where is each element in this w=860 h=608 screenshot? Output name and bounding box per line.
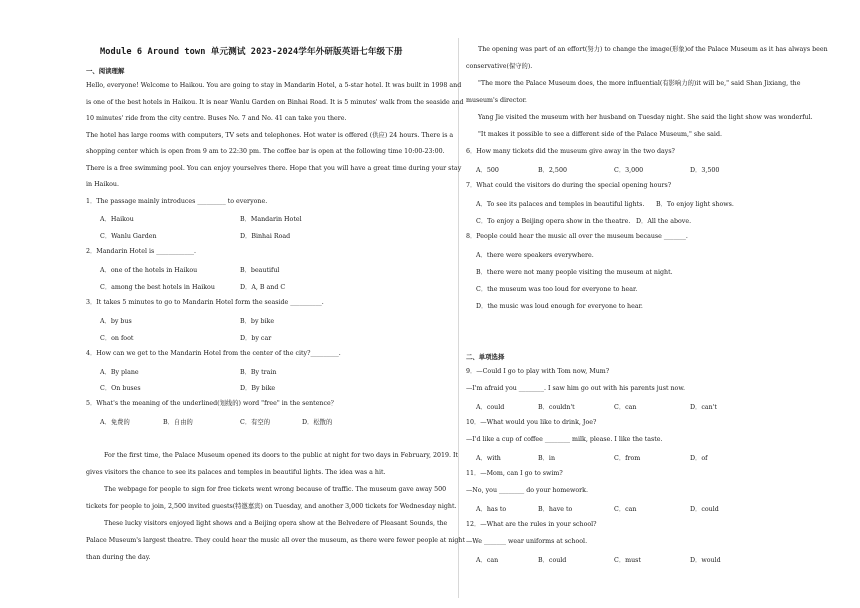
- passage-line: 10 minutes' ride from the city centre. Buses No. 7 and No. 41 can take you there.: [86, 115, 347, 122]
- option-a[interactable]: A．Haikou: [100, 216, 134, 223]
- option-a[interactable]: A．one of the hotels in Haikou: [100, 267, 198, 274]
- section-heading-reading: 一、阅读理解: [86, 67, 125, 75]
- option-a[interactable]: A．To see its palaces and temples in beautiful lights.: [476, 201, 645, 208]
- question-11-reply: —No, you ________ do your homework.: [466, 487, 588, 494]
- question-2: 2．Mandarin Hotel is ____________.: [86, 248, 197, 255]
- option-a[interactable]: A．can: [476, 557, 499, 564]
- question-6: 6．How many tickets did the museum give away in the two days?: [466, 148, 675, 155]
- passage-line: in Haikou.: [86, 181, 119, 188]
- section-heading-single-choice: 二、单项选择: [466, 353, 505, 361]
- passage-line: "It makes it possible to see a different side of the Palace Museum," she said.: [478, 131, 722, 138]
- passage-line: shopping center which is open from 9 am to 22:30 pm. The coffee bar is open at the following time 10:00-23:00.: [86, 148, 445, 155]
- option-d[interactable]: D．could: [690, 506, 719, 513]
- option-d[interactable]: D．Binhai Road: [240, 233, 291, 240]
- option-b[interactable]: B．By train: [240, 369, 277, 376]
- option-d[interactable]: D．A, B and C: [240, 284, 286, 291]
- option-a[interactable]: A．with: [476, 455, 501, 462]
- option-b[interactable]: B．there were not many people visiting the museum at night.: [476, 269, 673, 276]
- option-d[interactable]: D．All the above.: [636, 218, 692, 225]
- question-10-reply: —I'd like a cup of coffee ________ milk, please. I like the taste.: [466, 436, 663, 443]
- option-a[interactable]: A．has to: [476, 506, 507, 513]
- option-d[interactable]: D．by car: [240, 335, 272, 342]
- option-b[interactable]: B．could: [538, 557, 567, 564]
- option-b[interactable]: B．2,500: [538, 167, 567, 174]
- question-12: 12．—What are the rules in your school?: [466, 521, 597, 528]
- option-a[interactable]: A．500: [476, 167, 499, 174]
- option-b[interactable]: B．To enjoy light shows.: [656, 201, 734, 208]
- passage-line: "The more the Palace Museum does, the more influential(有影响力的)it will be," said Shan Jixiang, the: [478, 80, 801, 87]
- option-c[interactable]: C．3,000: [614, 167, 644, 174]
- option-d[interactable]: D．would: [690, 557, 721, 564]
- option-c[interactable]: C．Wanlu Garden: [100, 233, 157, 240]
- passage-line: The webpage for people to sign for free tickets went wrong because of traffic. The museum gave away 500: [104, 486, 447, 493]
- question-9-reply: —I'm afraid you ________. I saw him go out with his parents just now.: [466, 385, 685, 392]
- option-c[interactable]: C．must: [614, 557, 641, 564]
- passage-line: The opening was part of an effort(努力) to change the image(形象)of the Palace Museum as it has always been: [478, 46, 828, 53]
- option-a[interactable]: A．By plane: [100, 369, 139, 376]
- option-c[interactable]: C．on foot: [100, 335, 134, 342]
- question-8: 8．People could hear the music all over the museum because _______.: [466, 233, 688, 240]
- question-1: 1．The passage mainly introduces _________ to everyone.: [86, 198, 268, 205]
- option-b[interactable]: B．have to: [538, 506, 573, 513]
- question-11: 11．—Mom, can I go to swim?: [466, 470, 563, 477]
- option-d[interactable]: D．By bike: [240, 385, 276, 392]
- passage-line: museum's director.: [466, 97, 527, 104]
- column-divider: [458, 38, 459, 598]
- option-d[interactable]: D．松散的: [302, 419, 333, 426]
- option-c[interactable]: C．can: [614, 506, 637, 513]
- passage-line: For the first time, the Palace Museum opened its doors to the public at night for two days in February, 2019. It: [104, 452, 459, 459]
- passage-line: is one of the best hotels in Haikou. It is near Wanlu Garden on Binhai Road. It is 5 minutes' walk from the seaside and: [86, 99, 464, 106]
- option-a[interactable]: A．could: [476, 404, 505, 411]
- question-4: 4．How can we get to the Mandarin Hotel from the center of the city?_________.: [86, 350, 341, 357]
- passage-line: than during the day.: [86, 554, 151, 561]
- option-c[interactable]: C．To enjoy a Beijing opera show in the theatre.: [476, 218, 631, 225]
- option-c[interactable]: C．from: [614, 455, 641, 462]
- passage-line: Hello, everyone! Welcome to Haikou. You are going to stay in Mandarin Hotel, a 5-star hotel. It was built in 1998 and: [86, 82, 462, 89]
- passage-line: These lucky visitors enjoyed light shows and a Beijing opera show at the Belvedere of Pleasant Sounds, the: [104, 520, 448, 527]
- option-a[interactable]: A．there were speakers everywhere.: [476, 252, 594, 259]
- option-c[interactable]: C．On buses: [100, 385, 141, 392]
- option-b[interactable]: B．couldn't: [538, 404, 575, 411]
- option-b[interactable]: B．Mandarin Hotel: [240, 216, 302, 223]
- option-d[interactable]: D．3,500: [690, 167, 720, 174]
- passage-line: The hotel has large rooms with computers, TV sets and telephones. Hot water is offered (供应) 24 hours. There is a: [86, 132, 454, 139]
- question-5: 5．What's the meaning of the underlined(划线的) word "free" in the sentence？: [86, 400, 338, 407]
- question-9: 9．—Could I go to play with Tom now, Mum?: [466, 368, 610, 375]
- option-d[interactable]: D．of: [690, 455, 708, 462]
- passage-line: There is a free swimming pool. You can enjoy yourselves there. Hope that you will have a great time during your stay: [86, 165, 462, 172]
- option-a[interactable]: A．免费的: [100, 419, 130, 426]
- question-12-reply: —We _______ wear uniforms at school.: [466, 538, 588, 545]
- option-b[interactable]: B．自由的: [163, 419, 193, 426]
- question-10: 10．—What would you like to drink, Joe?: [466, 419, 597, 426]
- passage-line: Yang Jie visited the museum with her husband on Tuesday night. She said the light show was wonderful.: [478, 114, 813, 121]
- option-c[interactable]: C．among the best hotels in Haikou: [100, 284, 215, 291]
- page-title: Module 6 Around town 单元测试 2023-2024学年外研版英语七年级下册: [100, 47, 403, 57]
- passage-line: Palace Museum's largest theatre. They could hear the music all over the museum, as there were fewer people at night: [86, 537, 466, 544]
- question-7: 7．What could the visitors do during the special opening hours?: [466, 182, 672, 189]
- option-c[interactable]: C．有空的: [240, 419, 271, 426]
- option-a[interactable]: A．by bus: [100, 318, 132, 325]
- option-d[interactable]: D．the music was loud enough for everyone to hear.: [476, 303, 643, 310]
- passage-line: gives visitors the chance to see its palaces and temples in beautiful lights. The idea was a hit.: [86, 469, 386, 476]
- option-b[interactable]: B．beautiful: [240, 267, 280, 274]
- option-c[interactable]: C．the museum was too loud for everyone to hear.: [476, 286, 638, 293]
- question-3: 3．It takes 5 minutes to go to Mandarin Hotel form the seaside __________.: [86, 299, 324, 306]
- option-c[interactable]: C．can: [614, 404, 637, 411]
- passage-line: conservative(保守的).: [466, 63, 533, 70]
- option-d[interactable]: D．can't: [690, 404, 717, 411]
- option-b[interactable]: B．by bike: [240, 318, 275, 325]
- passage-line: tickets for people to join, 2,500 invited guests(特邀嘉宾) on Tuesday, and another 3,000 tickets for Wednesday night.: [86, 503, 457, 510]
- option-b[interactable]: B．in: [538, 455, 555, 462]
